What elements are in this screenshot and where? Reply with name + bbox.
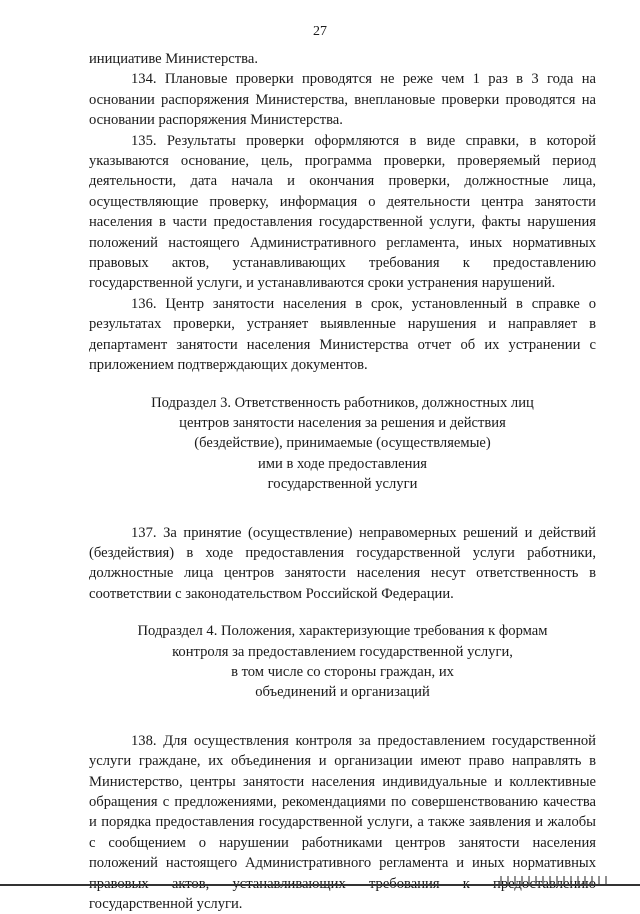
subsection-3-heading: Подраздел 3. Ответственность работников, должностных лиц центров занятости населения за решения и действия (бездействие), принимаемые (осуществляемые) ими в ходе предоставления государственной услуги	[151, 394, 534, 493]
page-number: 27	[313, 24, 327, 39]
paragraph-134: 134. Плановые проверки проводятся не реже чем 1 раз в 3 года на основании распоряжения Министерства, внеплановые проверки проводятся на основании распоряжения Министерства.	[89, 71, 596, 129]
paragraph-138: 138. Для осуществления контроля за предоставлением государственной услуги граждане, их объединения и организации имеют право направлять в Министерство, центры занятости населения индивидуальные и коллективные обращения с предложениями, рекомендациями по совершенствованию качества и порядка предоставления государственной услуги, а также заявления и жалобы с сообщением о нарушении работниками центров занятости населения положений настоящего Административного регламента и иных нормативных государственной услуги.	[89, 732, 596, 913]
subsection-4-heading: Подраздел 4. Положения, характеризующие требования к формам контроля за предоставлением государственной услуги, в том числе со стороны граждан, их объединений и организаций	[137, 623, 548, 701]
paragraph-135: 135. Результаты проверки оформляются в виде справки, в которой указываются основание, цель, программа проверки, проверяемый период деятельности, дата начала и окончания проверки, должностные лица, осуществляющие проверку, информация о деятельности центра занятости населения в части предоставления государственной услуги, факты нарушения положений настоящего Административного регламента, иных нормативных правовых актов, устанавливающих требования к предоставлению государственной услуги, и устанавливаются сроки устранения нарушений.	[89, 132, 596, 292]
paragraph-136: 136. Центр занятости населения в срок, установленный в справке о результатах проверки, устраняет выявленные нарушения и направляет в департамент занятости населения Министерства отчет об их устранении с приложением подтверждающих документов.	[89, 295, 596, 374]
document-body	[89, 49, 596, 914]
scan-artifact-ticks	[500, 876, 610, 884]
paragraph-137: 137. За принятие (осуществление) неправомерных решений и действий (бездействия) в ходе предоставления государственной услуги работники, должностные лица центров занятости населения несут ответственность в соответствии с законодательством Российской Федерации.	[89, 524, 596, 602]
paragraph-continuation: инициативе Министерства.	[89, 51, 258, 67]
scan-artifact-line	[0, 884, 640, 886]
